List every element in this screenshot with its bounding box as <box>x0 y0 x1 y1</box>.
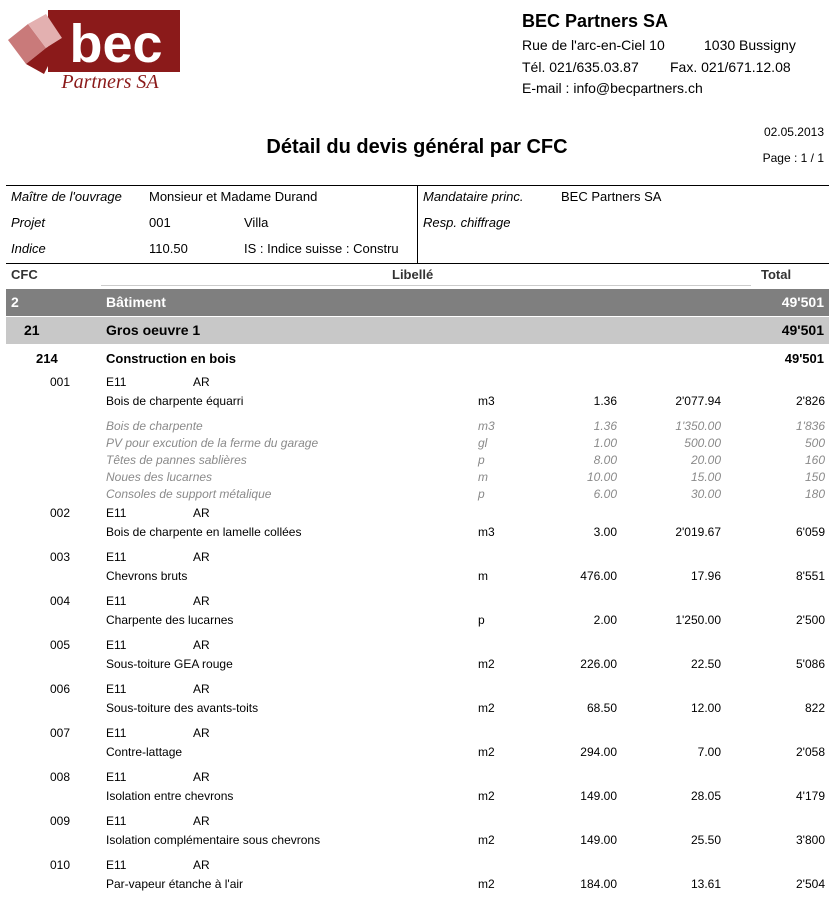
level2-total: 49'501 <box>781 322 824 338</box>
company-fax: Fax. 021/671.12.08 <box>670 59 791 75</box>
position-description: Par-vapeur étanche à l'air <box>106 877 244 891</box>
company-logo <box>6 10 182 92</box>
position-number: 009 <box>50 814 71 828</box>
position-number: 001 <box>50 375 71 389</box>
position-number: 003 <box>50 550 71 564</box>
subline-unit: gl <box>478 436 488 450</box>
indice-value: 110.50 <box>149 241 188 256</box>
subline-description: Bois de charpente <box>106 419 203 433</box>
info-bottom-rule <box>6 263 829 264</box>
subline-quantity: 6.00 <box>593 487 617 501</box>
position-total: 2'500 <box>796 613 825 627</box>
position-code: E11 <box>106 770 127 784</box>
subline-total: 500 <box>804 436 825 450</box>
position-number: 010 <box>50 858 71 872</box>
column-libelle: Libellé <box>392 267 434 282</box>
position-unit-price: 1'250.00 <box>675 613 721 627</box>
subline-total: 160 <box>804 453 825 467</box>
position-number: 002 <box>50 506 71 520</box>
position-unit: m2 <box>478 789 495 803</box>
subline-quantity: 1.00 <box>593 436 617 450</box>
subline-unit-price: 500.00 <box>684 436 721 450</box>
position-number: 004 <box>50 594 71 608</box>
position-unit-price: 12.00 <box>690 701 721 715</box>
position-code: E11 <box>106 550 127 564</box>
cfc-level1-row <box>6 289 829 316</box>
level1-code: 2 <box>11 294 19 310</box>
page-number: Page : 1 / 1 <box>762 151 824 165</box>
subline-unit: p <box>478 453 485 467</box>
column-total: Total <box>761 267 792 282</box>
position-code: E11 <box>106 594 127 608</box>
position-unit-price: 25.50 <box>690 833 721 847</box>
level1-label: Bâtiment <box>106 294 166 310</box>
maitre-value: Monsieur et Madame Durand <box>149 189 318 204</box>
position-unit-price: 17.96 <box>690 569 721 583</box>
indice-desc: IS : Indice suisse : Constru <box>244 241 399 256</box>
level1-total: 49'501 <box>781 294 824 310</box>
subline-unit: m <box>478 470 488 484</box>
position-unit: m2 <box>478 657 495 671</box>
position-unit: m3 <box>478 394 495 408</box>
position-code: E11 <box>106 858 127 872</box>
position-quantity: 226.00 <box>580 657 617 671</box>
position-unit-price: 13.61 <box>690 877 721 891</box>
position-type: AR <box>193 858 210 872</box>
projet-name: Villa <box>244 215 269 230</box>
svg-text:Partners SA: Partners SA <box>61 71 159 92</box>
position-code: E11 <box>106 814 127 828</box>
position-description: Isolation complémentaire sous chevrons <box>106 833 321 847</box>
position-code: E11 <box>106 638 127 652</box>
position-quantity: 184.00 <box>580 877 617 891</box>
position-description: Isolation entre chevrons <box>106 789 234 803</box>
company-city: 1030 Bussigny <box>704 37 796 53</box>
position-unit: m2 <box>478 833 495 847</box>
document-title: Détail du devis général par CFC <box>266 136 568 158</box>
position-type: AR <box>193 550 210 564</box>
position-unit-price: 2'077.94 <box>675 394 721 408</box>
position-type: AR <box>193 375 210 389</box>
subline-unit-price: 1'350.00 <box>675 419 721 433</box>
position-unit-price: 28.05 <box>690 789 721 803</box>
position-quantity: 476.00 <box>580 569 617 583</box>
position-description: Bois de charpente en lamelle collées <box>106 525 302 539</box>
position-quantity: 294.00 <box>580 745 617 759</box>
position-description: Contre-lattage <box>106 745 183 759</box>
position-description: Charpente des lucarnes <box>106 613 234 627</box>
position-unit-price: 2'019.67 <box>675 525 721 539</box>
position-unit-price: 7.00 <box>697 745 721 759</box>
position-unit: m2 <box>478 877 495 891</box>
position-description: Bois de charpente équarri <box>106 394 244 408</box>
subline-description: Consoles de support métalique <box>106 487 272 501</box>
svg-text:bec: bec <box>69 14 163 74</box>
subline-total: 180 <box>804 487 825 501</box>
level3-code: 214 <box>36 351 58 366</box>
position-number: 007 <box>50 726 71 740</box>
resp-label: Resp. chiffrage <box>423 215 511 230</box>
company-phone: Tél. 021/635.03.87 <box>522 59 639 75</box>
position-type: AR <box>193 638 210 652</box>
position-total: 2'058 <box>796 745 825 759</box>
position-quantity: 1.36 <box>593 394 617 408</box>
mandataire-value: BEC Partners SA <box>561 189 662 204</box>
position-type: AR <box>193 814 210 828</box>
level2-label: Gros oeuvre 1 <box>106 322 201 338</box>
subline-total: 150 <box>804 470 825 484</box>
position-total: 6'059 <box>796 525 825 539</box>
mandataire-label: Mandataire princ. <box>423 189 524 204</box>
position-unit: m2 <box>478 745 495 759</box>
subline-unit-price: 30.00 <box>690 487 721 501</box>
subline-unit-price: 15.00 <box>690 470 721 484</box>
position-code: E11 <box>106 375 127 389</box>
position-total: 2'826 <box>796 394 825 408</box>
position-total: 4'179 <box>796 789 825 803</box>
position-description: Sous-toiture GEA rouge <box>106 657 233 671</box>
company-name: BEC Partners SA <box>522 11 669 31</box>
level3-label: Construction en bois <box>106 351 236 366</box>
position-total: 3'800 <box>796 833 825 847</box>
subline-total: 1'836 <box>796 419 825 433</box>
position-unit: m2 <box>478 701 495 715</box>
position-total: 2'504 <box>796 877 825 891</box>
subline-description: Noues des lucarnes <box>106 470 213 484</box>
subline-description: PV pour excution de la ferme du garage <box>106 436 319 450</box>
position-type: AR <box>193 770 210 784</box>
header-rule <box>101 285 751 286</box>
position-unit: m3 <box>478 525 495 539</box>
position-type: AR <box>193 726 210 740</box>
position-quantity: 149.00 <box>580 833 617 847</box>
position-unit: p <box>478 613 485 627</box>
position-type: AR <box>193 682 210 696</box>
company-email: E-mail : info@becpartners.ch <box>522 80 703 96</box>
subline-description: Têtes de pannes sablières <box>106 453 247 467</box>
position-description: Sous-toiture des avants-toits <box>106 701 259 715</box>
subline-quantity: 8.00 <box>593 453 617 467</box>
level3-total: 49'501 <box>784 351 824 366</box>
position-description: Chevrons bruts <box>106 569 188 583</box>
position-quantity: 149.00 <box>580 789 617 803</box>
subline-unit: p <box>478 487 485 501</box>
position-quantity: 2.00 <box>593 613 617 627</box>
subline-unit: m3 <box>478 419 495 433</box>
maitre-label: Maître de l'ouvrage <box>11 189 122 204</box>
indice-label: Indice <box>11 241 46 256</box>
position-code: E11 <box>106 682 127 696</box>
column-cfc: CFC <box>11 267 38 282</box>
subline-unit-price: 20.00 <box>690 453 721 467</box>
position-number: 008 <box>50 770 71 784</box>
position-unit-price: 22.50 <box>690 657 721 671</box>
position-type: AR <box>193 506 210 520</box>
position-code: E11 <box>106 726 127 740</box>
projet-label: Projet <box>11 215 45 230</box>
projet-code: 001 <box>149 215 171 230</box>
position-number: 005 <box>50 638 71 652</box>
document-date: 02.05.2013 <box>763 125 824 139</box>
position-number: 006 <box>50 682 71 696</box>
position-quantity: 3.00 <box>593 525 617 539</box>
company-street: Rue de l'arc-en-Ciel 10 <box>522 37 665 53</box>
position-total: 8'551 <box>796 569 825 583</box>
position-type: AR <box>193 594 210 608</box>
position-code: E11 <box>106 506 127 520</box>
position-unit: m <box>478 569 488 583</box>
position-total: 822 <box>804 701 825 715</box>
subline-quantity: 1.36 <box>593 419 617 433</box>
level2-code: 21 <box>24 322 40 338</box>
subline-quantity: 10.00 <box>586 470 617 484</box>
position-total: 5'086 <box>796 657 825 671</box>
position-quantity: 68.50 <box>586 701 617 715</box>
info-divider <box>417 185 418 263</box>
cfc-level2-row <box>6 317 829 344</box>
